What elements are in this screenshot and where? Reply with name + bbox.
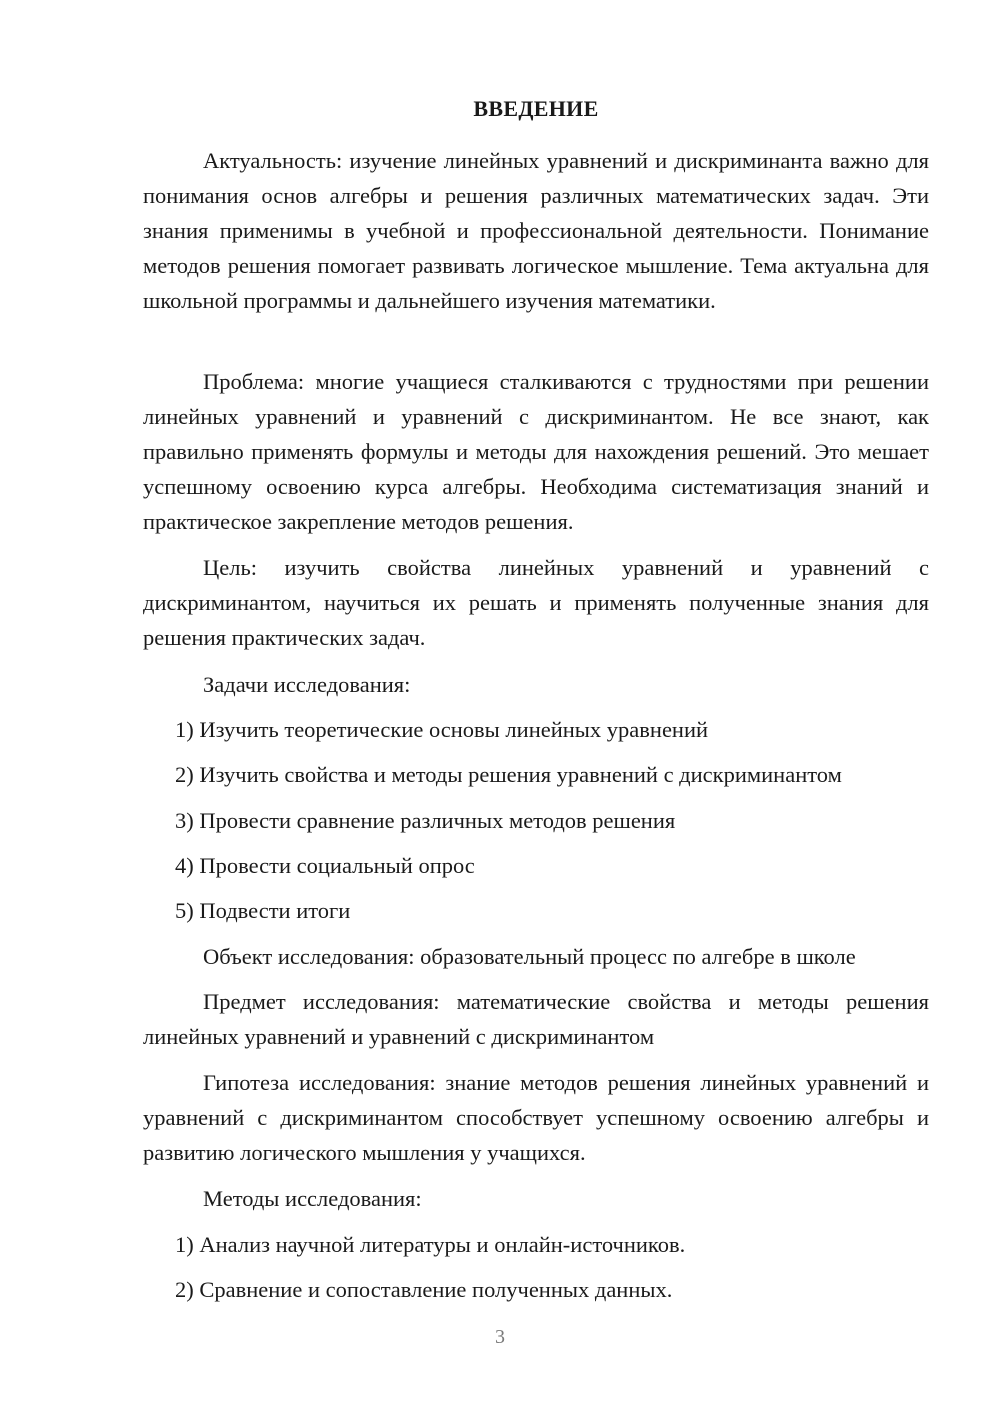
relevance-paragraph: Актуальность: изучение линейных уравнений и дискриминанта важно для понимания основ алгебры и решения различных математических задач. Эти знания применимы в учебной и профессиональной деятельности. Понимание методов решения помогает развивать логическое мышление. Тема актуальна для школьной программы и дальнейшего изучения математики. bbox=[143, 148, 929, 313]
task-item-4: 4) Провести социальный опрос bbox=[175, 853, 475, 878]
section-heading: ВВЕДЕНИЕ bbox=[473, 96, 599, 121]
subject-paragraph: Предмет исследования: математические свойства и методы решения линейных уравнений и уравнений с дискриминантом bbox=[143, 989, 929, 1049]
task-item-5: 5) Подвести итоги bbox=[175, 898, 351, 923]
page-number: 3 bbox=[495, 1326, 505, 1348]
task-item-3: 3) Провести сравнение различных методов решения bbox=[175, 808, 676, 833]
method-item-2: 2) Сравнение и сопоставление полученных данных. bbox=[175, 1277, 673, 1302]
goal-paragraph: Цель: изучить свойства линейных уравнений и уравнений с дискриминантом, научиться их решать и применять полученные знания для решения практических задач. bbox=[143, 555, 929, 650]
method-item-1: 1) Анализ научной литературы и онлайн-источников. bbox=[175, 1232, 686, 1257]
task-item-2: 2) Изучить свойства и методы решения уравнений с дискриминантом bbox=[175, 762, 842, 787]
hypothesis-paragraph: Гипотеза исследования: знание методов решения линейных уравнений и уравнений с дискриминантом способствует успешному освоению алгебры и развитию логического мышления у учащихся. bbox=[143, 1070, 929, 1165]
tasks-title: Задачи исследования: bbox=[203, 672, 411, 697]
problem-paragraph: Проблема: многие учащиеся сталкиваются с трудностями при решении линейных уравнений и уравнений с дискриминантом. Не все знают, как правильно применять формулы и методы для нахождения решений. Это мешает успешному освоению курса алгебры. Необходима систематизация знаний и практическое закрепление методов решения. bbox=[143, 369, 929, 534]
task-item-1: 1) Изучить теоретические основы линейных уравнений bbox=[175, 717, 709, 742]
object-paragraph: Объект исследования: образовательный процесс по алгебре в школе bbox=[203, 944, 856, 969]
methods-title: Методы исследования: bbox=[203, 1186, 422, 1211]
